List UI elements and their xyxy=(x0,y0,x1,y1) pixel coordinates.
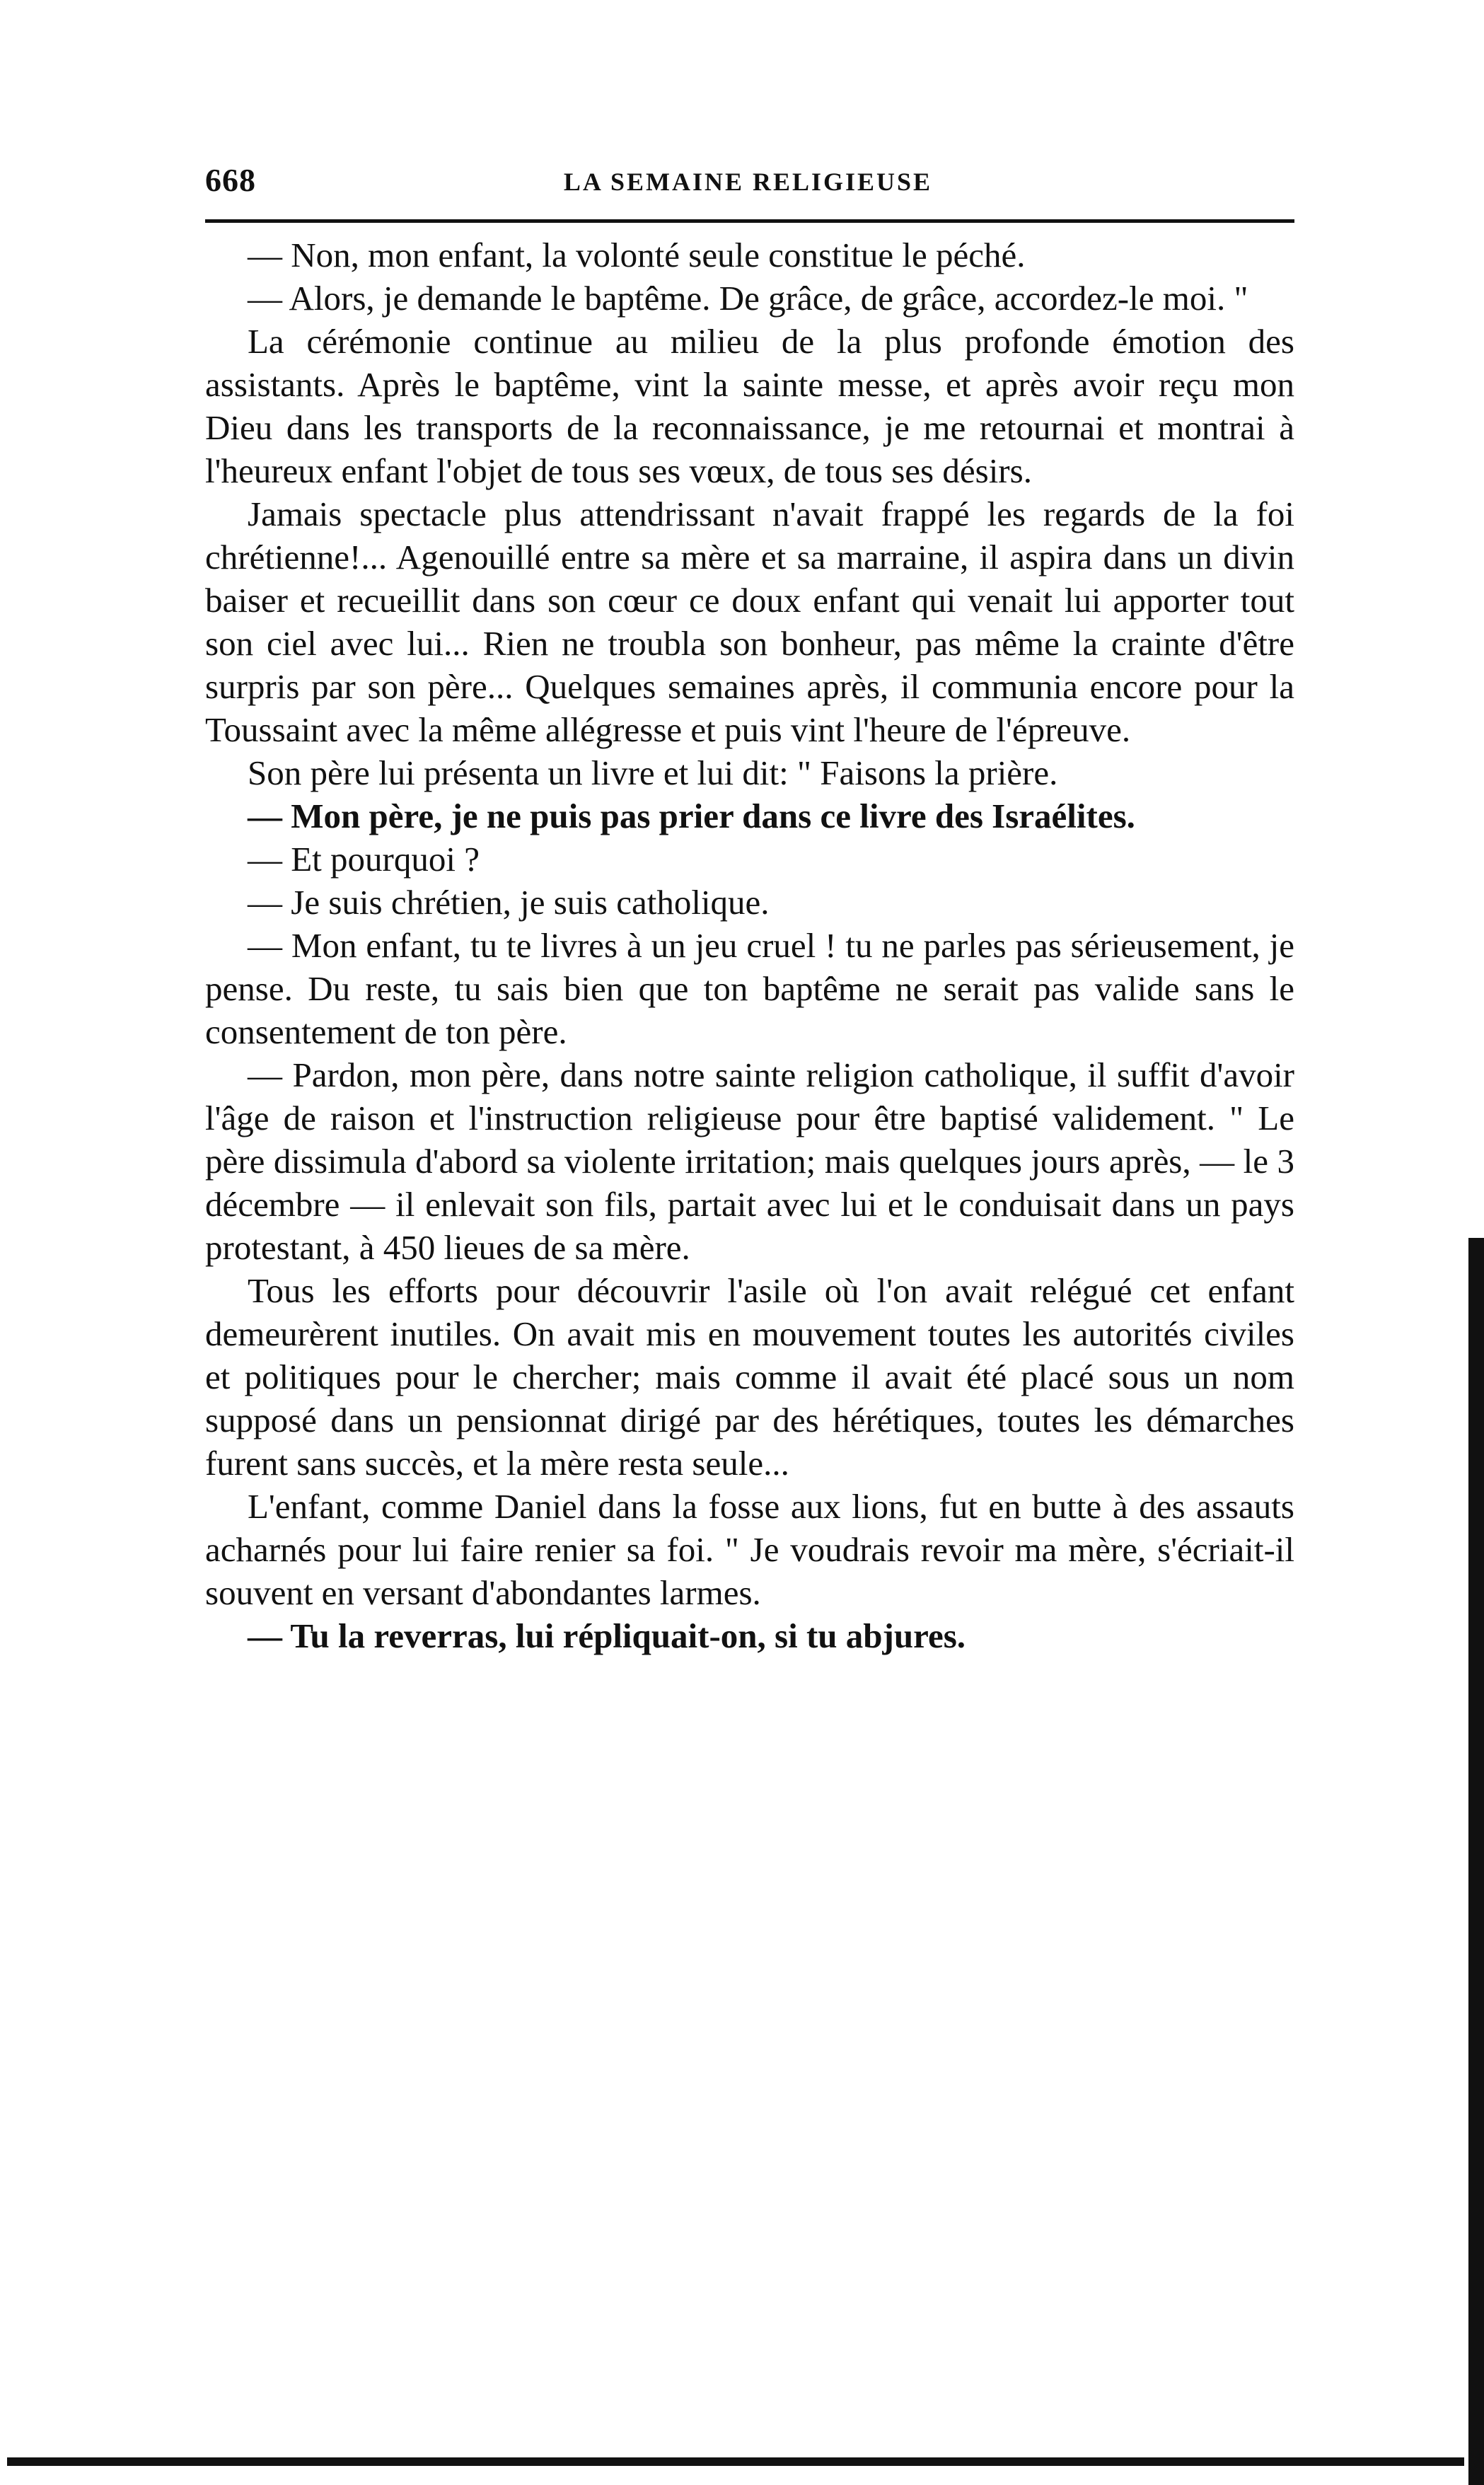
paragraph: — Alors, je demande le baptême. De grâce, de grâce, accordez-le moi. " xyxy=(248,279,1248,318)
scan-bottom-edge xyxy=(7,2457,1464,2466)
header-rule xyxy=(205,219,1294,223)
paragraph: — Mon père, je ne puis pas prier dans ce livre des Israélites. xyxy=(248,797,1135,835)
paragraph: — Tu la reverras, lui répliquait-on, si tu abjures. xyxy=(248,1616,966,1655)
page-header xyxy=(205,161,1291,204)
paragraph: La cérémonie continue au milieu de la plus profonde émotion des assistants. Après le baptême, vint la sainte messe, et après avoir reçu mon Dieu dans les transports de la reconnaissance, je me retournai et montrai à l'heureux enfant l'objet de tous ses vœux, de tous ses désirs. xyxy=(205,322,1294,490)
scan-right-edge xyxy=(1468,1238,1484,2485)
paragraph: — Non, mon enfant, la volonté seule constitue le péché. xyxy=(248,236,1026,274)
paragraph: Jamais spectacle plus attendrissant n'avait frappé les regards de la foi chrétienne!... Agenouillé entre sa mère et sa marraine, il aspira dans un divin baiser et recueillit dans son cœur ce doux enfant qui venait lui apporter tout son ciel avec lui... Rien ne troubla son bonheur, pas même la crainte d'être surpris par son père... Quelques semaines après, il communia encore pour la Toussaint avec la même allégresse et puis vint l'heure de l'épreuve. xyxy=(205,494,1294,749)
page-number: 668 xyxy=(205,162,256,198)
paragraph: — Pardon, mon père, dans notre sainte religion catholique, il suffit d'avoir l'âge de raison et l'instruction religieuse pour être baptisé validement. " Le père dissimula d'abord sa violente irritation; mais quelques jours après, — le 3 décembre — il enlevait son fils, partait avec lui et le conduisait dans un pays protestant, à 450 lieues de sa mère. xyxy=(205,1055,1294,1267)
paragraph: — Et pourquoi ? xyxy=(248,840,480,879)
paragraph: — Je suis chrétien, je suis catholique. xyxy=(248,883,770,922)
paragraph: — Mon enfant, tu te livres à un jeu cruel ! tu ne parles pas sérieusement, je pense. Du reste, tu sais bien que ton baptême ne serait pas valide sans le consentement de ton père. xyxy=(205,926,1294,1051)
running-head: LA SEMAINE RELIGIEUSE xyxy=(563,168,933,196)
paragraph: Son père lui présenta un livre et lui dit: " Faisons la prière. xyxy=(248,753,1058,792)
paragraph: Tous les efforts pour découvrir l'asile où l'on avait relégué cet enfant demeurèrent inutiles. On avait mis en mouvement toutes les autorités civiles et politiques pour le chercher; mais comme il avait été placé sous un nom supposé dans un pensionnat dirigé par des hérétiques, toutes les démarches furent sans succès, et la mère resta seule... xyxy=(205,1271,1294,1483)
paragraph: L'enfant, comme Daniel dans la fosse aux lions, fut en butte à des assauts acharnés pour lui faire renier sa foi. " Je voudrais revoir ma mère, s'écriait-il souvent en versant d'abondantes larmes. xyxy=(205,1487,1294,1612)
body-text xyxy=(205,233,1294,1657)
